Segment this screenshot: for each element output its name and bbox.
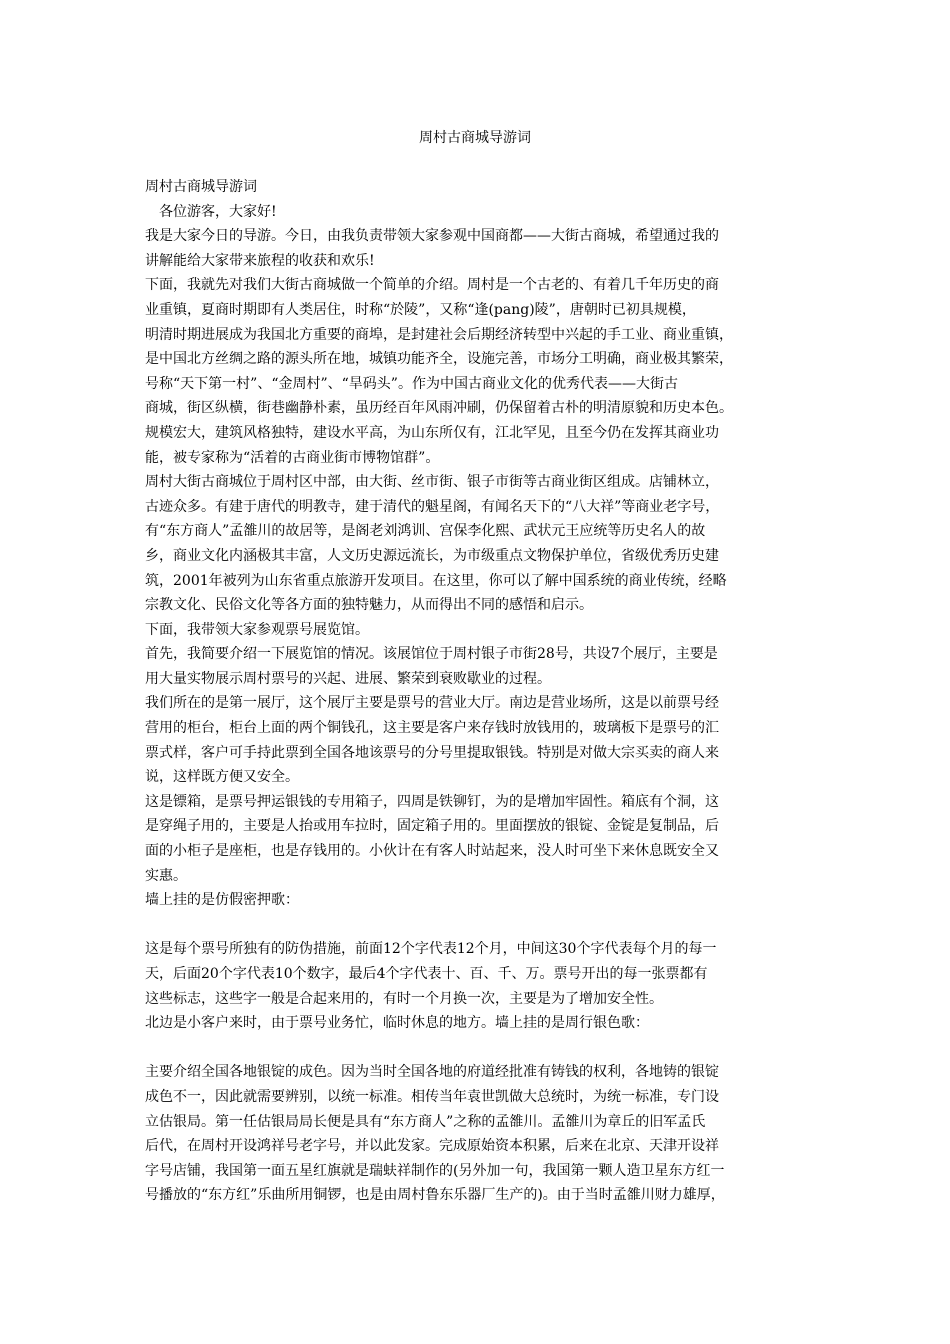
page-title: 周村古商城导游词 xyxy=(419,130,531,146)
text-line: 主要介绍全国各地银锭的成色。因为当时全国各地的府道经批准有铸钱的权利，各地铸的银锭 xyxy=(145,1064,719,1081)
text-line: 字号店铺，我国第一面五星红旗就是瑞蚨祥制作的(另外加一句，我国第一颗人造卫星东方红一 xyxy=(145,1162,725,1179)
text-line: 实惠。 xyxy=(145,867,187,884)
text-line: 后代，在周村开设鸿祥号老字号，并以此发家。完成原始资本积累，后来在北京、天津开设祥 xyxy=(145,1138,719,1155)
text-line: 是中国北方丝绸之路的源头所在地，城镇功能齐全，设施完善，市场分工明确，商业极其繁荣， xyxy=(145,351,733,368)
text-line: 这是镖箱，是票号押运银钱的专用箱子，四周是铁铆钉，为的是增加牢固性。箱底有个洞，这 xyxy=(145,793,719,810)
text-line: 乡，商业文化内涵极其丰富，人文历史源远流长，为市级重点文物保护单位，省级优秀历史建 xyxy=(145,547,719,564)
document-body xyxy=(145,175,825,1208)
blank-line xyxy=(145,913,825,938)
text-line: 首先，我简要介绍一下展览馆的情况。该展馆位于周村银子市街28号，共设7个展厅，主要是 xyxy=(145,646,718,663)
text-line: 规模宏大，建筑风格独特，建设水平高，为山东所仅有，江北罕见，且至今仍在发挥其商业功 xyxy=(145,424,719,441)
text-line: 立估银局。第一任估银局局长便是具有“东方商人”之称的孟雒川。孟雒川为章丘的旧军孟氏 xyxy=(145,1113,706,1130)
text-line: 我是大家今日的导游。今日，由我负责带领大家参观中国商都——大街古商城，希望通过我的 xyxy=(145,228,719,245)
text-line: 说，这样既方便又安全。 xyxy=(145,769,299,786)
text-line: 号播放的“东方红”乐曲所用铜锣，也是由周村鲁东乐器厂生产的)。由于当时孟雒川财力雄厚， xyxy=(145,1187,725,1204)
text-line: 下面，我就先对我们大街古商城做一个简单的介绍。周村是一个古老的、有着几千年历史的商 xyxy=(145,277,719,294)
text-line: 这是每个票号所独有的防伪措施，前面12个字代表12个月，中间这30个字代表每个月的每一 xyxy=(145,941,717,958)
text-line: 号称“天下第一村”、“金周村”、“旱码头”。作为中国古商业文化的优秀代表——大街古 xyxy=(145,375,678,392)
document-subtitle: 周村古商城导游词 xyxy=(145,179,257,195)
text-line: 墙上挂的是仿假密押歌： xyxy=(145,892,299,909)
text-line: 有“东方商人”孟雒川的故居等，是阁老刘鸿训、宫保李化熙、武状元王应统等历史名人的故 xyxy=(145,523,706,540)
text-line: 周村大街古商城位于周村区中部，由大街、丝市街、银子市街等古商业街区组成。店铺林立， xyxy=(145,474,719,491)
text-line: 北边是小客户来时，由于票号业务忙，临时休息的地方。墙上挂的是周行银色歌： xyxy=(145,1015,649,1032)
text-line: 这些标志，这些字一般是合起来用的，有时一个月换一次，主要是为了增加安全性。 xyxy=(145,990,663,1007)
text-line: 筑，2001年被列为山东省重点旅游开发项目。在这里，你可以了解中国系统的商业传统，经略 xyxy=(145,572,727,589)
text-line: 面的小柜子是座柜，也是存钱用的。小伙计在有客人时站起来，没人时可坐下来休息既安全又 xyxy=(145,843,719,860)
text-line: 是穿绳子用的，主要是人抬或用车拉时，固定箱子用的。里面摆放的银锭、金锭是复制品，后 xyxy=(145,818,719,835)
text-line: 天，后面20个字代表10个数字，最后4个字代表十、百、千、万。票号开出的每一张票都有 xyxy=(145,966,708,982)
text-line: 用大量实物展示周村票号的兴起、进展、繁荣到衰败歇业的过程。 xyxy=(145,670,551,687)
text-line: 营用的柜台，柜台上面的两个铜钱孔，这主要是客户来存钱时放钱用的，玻璃板下是票号的汇 xyxy=(145,720,719,737)
text-line: 商城，街区纵横，街巷幽静朴素，虽历经百年风雨冲刷，仍保留着古朴的明清原貌和历史本色。 xyxy=(145,400,733,417)
blank-line xyxy=(145,1036,825,1061)
text-line: 下面，我带领大家参观票号展览馆。 xyxy=(145,621,369,638)
text-line: 业重镇，夏商时期即有人类居住，时称“於陵”，又称“逢(pang)陵”，唐朝时已初具规模， xyxy=(145,301,696,318)
text-line: 宗教文化、民俗文化等各方面的独特魅力，从而得出不同的感悟和启示。 xyxy=(145,597,593,614)
text-line: 成色不一，因此就需要辨别，以统一标准。相传当年袁世凯做大总统时，为统一标准，专门设 xyxy=(145,1088,719,1105)
text-line: 能，被专家称为“活着的古商业街市博物馆群”。 xyxy=(145,449,440,466)
text-line: 古迹众多。有建于唐代的明教寺，建于清代的魁星阁，有闻名天下的“八大祥”等商业老字号， xyxy=(145,498,720,515)
text-line: 票式样，客户可手持此票到全国各地该票号的分号里提取银钱。特别是对做大宗买卖的商人来 xyxy=(145,744,719,761)
text-line: 我们所在的是第一展厅，这个展厅主要是票号的营业大厅。南边是营业场所，这是以前票号经 xyxy=(145,695,719,712)
text-line: 各位游客，大家好! xyxy=(159,203,277,220)
text-line: 讲解能给大家带来旅程的收获和欢乐! xyxy=(145,252,375,269)
text-line: 明清时期进展成为我国北方重要的商埠，是封建社会后期经济转型中兴起的手工业、商业重镇， xyxy=(145,326,733,343)
